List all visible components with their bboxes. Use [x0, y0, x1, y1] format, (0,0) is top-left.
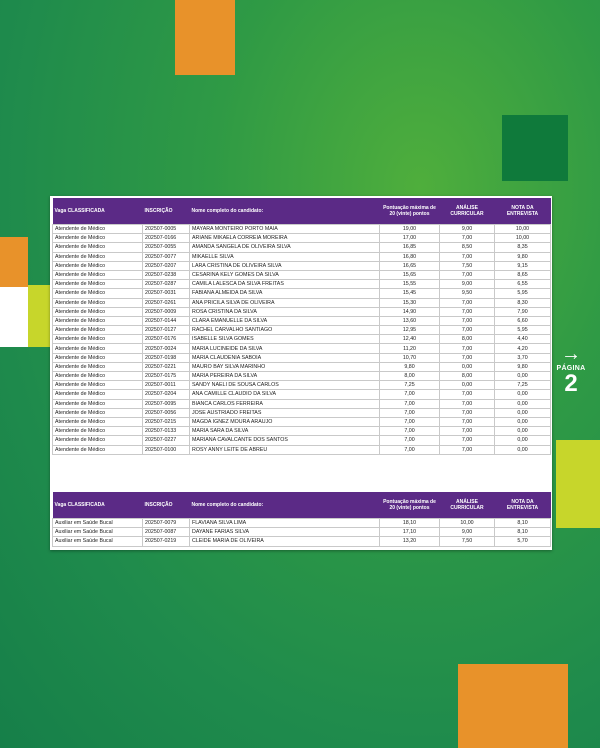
- cell-nome: DAYANE FARIAS SILVA: [190, 528, 380, 537]
- cell-pontuacao: 7,00: [380, 408, 440, 417]
- cell-analise: 9,50: [440, 289, 495, 298]
- cell-vaga: Atendente de Médico: [53, 436, 143, 445]
- cell-vaga: Atendente de Médico: [53, 408, 143, 417]
- cell-nota: 3,70: [495, 353, 551, 362]
- cell-nome: RACHEL CARVALHO SANTIAGO: [190, 326, 380, 335]
- table-row: [53, 427, 551, 436]
- cell-pontuacao: 15,45: [380, 289, 440, 298]
- cell-pontuacao: 7,00: [380, 399, 440, 408]
- cell-vaga: Atendente de Médico: [53, 427, 143, 436]
- cell-nome: MIKAELLE SILVA: [190, 252, 380, 261]
- table-atendente: [52, 198, 551, 455]
- cell-vaga: Atendente de Médico: [53, 234, 143, 243]
- arrow-right-icon: →: [561, 343, 581, 365]
- table-auxiliar: [52, 492, 551, 547]
- cell-nota: 0,00: [495, 417, 551, 426]
- cell-vaga: Atendente de Médico: [53, 243, 143, 252]
- cell-analise: 8,00: [440, 372, 495, 381]
- table-row: [53, 243, 551, 252]
- cell-nome: JOSE AUSTRIADO FREITAS: [190, 408, 380, 417]
- cell-nome: FABIANA ALMEIDA DA SILVA: [190, 289, 380, 298]
- cell-inscricao: 202507-0198: [143, 353, 190, 362]
- cell-pontuacao: 15,30: [380, 298, 440, 307]
- table-row: [53, 289, 551, 298]
- cell-nome: CESARINA KELY GOMES DA SILVA: [190, 270, 380, 279]
- cell-nota: 8,65: [495, 270, 551, 279]
- cell-analise: 9,00: [440, 528, 495, 537]
- cell-nota: 4,20: [495, 344, 551, 353]
- cell-vaga: Auxiliar em Saúde Bucal: [53, 528, 143, 537]
- cell-nota: 5,95: [495, 289, 551, 298]
- cell-analise: 7,00: [440, 390, 495, 399]
- cell-pontuacao: 7,00: [380, 427, 440, 436]
- page-indicator[interactable]: [551, 345, 591, 396]
- cell-pontuacao: 19,00: [380, 225, 440, 234]
- header-inscricao: INSCRIÇÃO: [143, 198, 190, 225]
- cell-analise: 7,00: [440, 353, 495, 362]
- cell-nota: 5,95: [495, 326, 551, 335]
- cell-inscricao: 202507-0227: [143, 436, 190, 445]
- cell-pontuacao: 7,00: [380, 436, 440, 445]
- table-row: [53, 270, 551, 279]
- cell-vaga: Atendente de Médico: [53, 417, 143, 426]
- cell-analise: 7,00: [440, 344, 495, 353]
- cell-pontuacao: 12,95: [380, 326, 440, 335]
- cell-vaga: Auxiliar em Saúde Bucal: [53, 537, 143, 546]
- cell-nota: 4,40: [495, 335, 551, 344]
- cell-inscricao: 202507-0175: [143, 372, 190, 381]
- cell-inscricao: 202507-0005: [143, 225, 190, 234]
- cell-nota: 8,35: [495, 243, 551, 252]
- cell-vaga: Atendente de Médico: [53, 372, 143, 381]
- cell-analise: 9,00: [440, 225, 495, 234]
- cell-inscricao: 202507-0095: [143, 399, 190, 408]
- cell-pontuacao: 14,90: [380, 307, 440, 316]
- cell-vaga: Atendente de Médico: [53, 335, 143, 344]
- table-row: [53, 225, 551, 234]
- table-row: [53, 519, 551, 528]
- cell-analise: 7,00: [440, 298, 495, 307]
- cell-nome: ROSY ANNY LEITE DE ABREU: [190, 445, 380, 454]
- table-row: [53, 436, 551, 445]
- cell-nota: 0,00: [495, 445, 551, 454]
- cell-nota: 6,55: [495, 280, 551, 289]
- table-row: [53, 261, 551, 270]
- cell-inscricao: 202507-0055: [143, 243, 190, 252]
- cell-pontuacao: 7,00: [380, 417, 440, 426]
- table-row: [53, 335, 551, 344]
- cell-nome: MAGDA IGNEZ MOURA ARAUJO: [190, 417, 380, 426]
- cell-nota: 9,15: [495, 261, 551, 270]
- cell-pontuacao: 13,20: [380, 537, 440, 546]
- cell-analise: 10,00: [440, 519, 495, 528]
- cell-inscricao: 202507-0221: [143, 362, 190, 371]
- cell-vaga: Atendente de Médico: [53, 399, 143, 408]
- cell-nota: 0,00: [495, 372, 551, 381]
- cell-vaga: Atendente de Médico: [53, 298, 143, 307]
- cell-nome: MARIA LUCINEIDE DA SILVA: [190, 344, 380, 353]
- cell-analise: 7,00: [440, 270, 495, 279]
- cell-nota: 0,00: [495, 436, 551, 445]
- cell-inscricao: 202507-0144: [143, 316, 190, 325]
- cell-nome: FLAVIANA SILVA LIMA: [190, 519, 380, 528]
- cell-nota: 7,25: [495, 381, 551, 390]
- cell-nome: MARIA SARA DA SILVA: [190, 427, 380, 436]
- header-nome: Nome completo do candidato:: [190, 492, 380, 519]
- cell-nome: MARIANA CAVALCANTE DOS SANTOS: [190, 436, 380, 445]
- cell-pontuacao: 7,25: [380, 381, 440, 390]
- table-row: [53, 445, 551, 454]
- cell-pontuacao: 15,65: [380, 270, 440, 279]
- cell-nota: 9,80: [495, 362, 551, 371]
- cell-nome: SANDY NAELI DE SOUSA CARLOS: [190, 381, 380, 390]
- table-row: [53, 381, 551, 390]
- cell-pontuacao: 15,55: [380, 280, 440, 289]
- cell-analise: 0,00: [440, 381, 495, 390]
- cell-analise: 7,00: [440, 436, 495, 445]
- table-row: [53, 353, 551, 362]
- table-row: [53, 234, 551, 243]
- cell-nome: ROSA CRISTINA DA SILVA: [190, 307, 380, 316]
- cell-nome: CLEIDE MARIA DE OLIVEIRA: [190, 537, 380, 546]
- orange-square-bottom: [458, 664, 568, 748]
- table-row: [53, 252, 551, 261]
- cell-nome: ARIANE MIKAELA CORREIA MOREIRA: [190, 234, 380, 243]
- header-analise: ANÁLISE CURRICULAR: [440, 492, 495, 519]
- cell-vaga: Atendente de Médico: [53, 445, 143, 454]
- cell-nome: LARA CRISTINA DE OLIVEIRA SILVA: [190, 261, 380, 270]
- cell-pontuacao: 13,60: [380, 316, 440, 325]
- cell-inscricao: 202507-0207: [143, 261, 190, 270]
- cell-pontuacao: 7,00: [380, 390, 440, 399]
- cell-inscricao: 202507-0238: [143, 270, 190, 279]
- cell-analise: 0,00: [440, 362, 495, 371]
- cell-pontuacao: 18,10: [380, 519, 440, 528]
- results-sheet: [50, 196, 552, 550]
- cell-nota: 0,00: [495, 427, 551, 436]
- cell-inscricao: 202507-0133: [143, 427, 190, 436]
- cell-analise: 7,00: [440, 417, 495, 426]
- cell-inscricao: 202507-0087: [143, 528, 190, 537]
- cell-vaga: Atendente de Médico: [53, 280, 143, 289]
- cell-pontuacao: 16,80: [380, 252, 440, 261]
- cell-nome: BIANCA CARLOS FERREIRA: [190, 399, 380, 408]
- table-row: [53, 372, 551, 381]
- page-number: 2: [564, 370, 578, 397]
- cell-vaga: Atendente de Médico: [53, 261, 143, 270]
- cell-inscricao: 202507-0127: [143, 326, 190, 335]
- orange-square-left: [0, 237, 28, 287]
- cell-nota: 9,80: [495, 252, 551, 261]
- table-row: [53, 298, 551, 307]
- cell-nota: 7,90: [495, 307, 551, 316]
- cell-nota: 6,60: [495, 316, 551, 325]
- cell-inscricao: 202507-0219: [143, 537, 190, 546]
- cell-analise: 7,00: [440, 427, 495, 436]
- cell-pontuacao: 10,70: [380, 353, 440, 362]
- cell-pontuacao: 7,00: [380, 445, 440, 454]
- cell-inscricao: 202507-0261: [143, 298, 190, 307]
- dark-green-square: [502, 115, 568, 181]
- cell-nome: CLARA EMANUELLE DA SILVA: [190, 316, 380, 325]
- cell-vaga: Atendente de Médico: [53, 390, 143, 399]
- cell-inscricao: 202507-0077: [143, 252, 190, 261]
- table-row: [53, 280, 551, 289]
- cell-pontuacao: 11,20: [380, 344, 440, 353]
- cell-nome: MAYARA MONTEIRO PORTO MAIA: [190, 225, 380, 234]
- header-analise: ANÁLISE CURRICULAR: [440, 198, 495, 225]
- cell-nota: 5,70: [495, 537, 551, 546]
- cell-vaga: Atendente de Médico: [53, 344, 143, 353]
- cell-analise: 7,00: [440, 307, 495, 316]
- cell-inscricao: 202507-0056: [143, 408, 190, 417]
- cell-pontuacao: 17,10: [380, 528, 440, 537]
- table-row: [53, 417, 551, 426]
- cell-inscricao: 202507-0031: [143, 289, 190, 298]
- cell-vaga: Atendente de Médico: [53, 326, 143, 335]
- cell-nota: 8,30: [495, 298, 551, 307]
- cell-vaga: Auxiliar em Saúde Bucal: [53, 519, 143, 528]
- header-pontuacao: Pontuação máxima de 20 (vinte) pontos: [380, 198, 440, 225]
- table-row: [53, 528, 551, 537]
- cell-pontuacao: 16,65: [380, 261, 440, 270]
- cell-nome: MARIA PEREIRA DA SILVA: [190, 372, 380, 381]
- cell-analise: 7,00: [440, 399, 495, 408]
- cell-vaga: Atendente de Médico: [53, 270, 143, 279]
- cell-pontuacao: 17,00: [380, 234, 440, 243]
- cell-vaga: Atendente de Médico: [53, 362, 143, 371]
- cell-vaga: Atendente de Médico: [53, 353, 143, 362]
- cell-analise: 7,00: [440, 234, 495, 243]
- cell-nome: MAURO BAY SILVA MARINHO: [190, 362, 380, 371]
- cell-vaga: Atendente de Médico: [53, 252, 143, 261]
- header-vaga: Vaga CLASSIFICADA: [53, 198, 143, 225]
- header-pontuacao: Pontuação máxima de 20 (vinte) pontos: [380, 492, 440, 519]
- cell-analise: 7,50: [440, 261, 495, 270]
- cell-analise: 9,00: [440, 280, 495, 289]
- cell-inscricao: 202507-0204: [143, 390, 190, 399]
- white-square-left: [0, 287, 28, 347]
- cell-nome: ANA CAMILLE CLAUDIO DA SILVA: [190, 390, 380, 399]
- cell-nota: 10,00: [495, 225, 551, 234]
- table-header-row: [53, 492, 551, 519]
- cell-analise: 7,00: [440, 326, 495, 335]
- table-row: [53, 316, 551, 325]
- cell-nome: ANA PRICILA SILVA DE OLIVEIRA: [190, 298, 380, 307]
- cell-inscricao: 202507-0100: [143, 445, 190, 454]
- cell-nota: 0,00: [495, 408, 551, 417]
- cell-inscricao: 202507-0166: [143, 234, 190, 243]
- header-vaga: Vaga CLASSIFICADA: [53, 492, 143, 519]
- cell-vaga: Atendente de Médico: [53, 289, 143, 298]
- header-nota: NOTA DA ENTREVISTA: [495, 492, 551, 519]
- cell-pontuacao: 16,85: [380, 243, 440, 252]
- table-row: [53, 344, 551, 353]
- cell-inscricao: 202507-0024: [143, 344, 190, 353]
- header-inscricao: INSCRIÇÃO: [143, 492, 190, 519]
- cell-inscricao: 202507-0079: [143, 519, 190, 528]
- cell-nome: ISABELLE SILVA GOMES: [190, 335, 380, 344]
- header-nota: NOTA DA ENTREVISTA: [495, 198, 551, 225]
- table-row: [53, 399, 551, 408]
- table-row: [53, 537, 551, 546]
- cell-inscricao: 202507-0215: [143, 417, 190, 426]
- cell-inscricao: 202507-0011: [143, 381, 190, 390]
- cell-analise: 7,50: [440, 537, 495, 546]
- table-row: [53, 408, 551, 417]
- cell-analise: 7,00: [440, 445, 495, 454]
- cell-nome: AMANDA SANGELA DE OLIVEIRA SILVA: [190, 243, 380, 252]
- cell-analise: 8,50: [440, 243, 495, 252]
- cell-analise: 7,00: [440, 408, 495, 417]
- yellow-green-square-left: [28, 285, 50, 347]
- table-row: [53, 326, 551, 335]
- cell-analise: 8,00: [440, 335, 495, 344]
- cell-nota: 0,00: [495, 399, 551, 408]
- orange-square-top: [175, 0, 235, 75]
- cell-vaga: Atendente de Médico: [53, 225, 143, 234]
- cell-nota: 0,00: [495, 390, 551, 399]
- cell-nota: 8,10: [495, 528, 551, 537]
- cell-inscricao: 202507-0009: [143, 307, 190, 316]
- table-row: [53, 362, 551, 371]
- cell-nota: 8,10: [495, 519, 551, 528]
- cell-vaga: Atendente de Médico: [53, 316, 143, 325]
- cell-vaga: Atendente de Médico: [53, 381, 143, 390]
- cell-pontuacao: 8,00: [380, 372, 440, 381]
- cell-pontuacao: 12,40: [380, 335, 440, 344]
- cell-inscricao: 202507-0287: [143, 280, 190, 289]
- table-row: [53, 390, 551, 399]
- yellow-green-square-right: [556, 440, 600, 528]
- header-nome: Nome completo do candidato:: [190, 198, 380, 225]
- cell-analise: 7,00: [440, 252, 495, 261]
- cell-inscricao: 202507-0176: [143, 335, 190, 344]
- cell-nota: 10,00: [495, 234, 551, 243]
- cell-vaga: Atendente de Médico: [53, 307, 143, 316]
- table-row: [53, 307, 551, 316]
- cell-nome: CAMILA LALESCA DA SILVA FREITAS: [190, 280, 380, 289]
- page-label: PÁGINA: [556, 365, 586, 372]
- table-header-row: [53, 198, 551, 225]
- cell-nome: MARIA CLAUDENIA SABOIA: [190, 353, 380, 362]
- cell-analise: 7,00: [440, 316, 495, 325]
- cell-pontuacao: 9,80: [380, 362, 440, 371]
